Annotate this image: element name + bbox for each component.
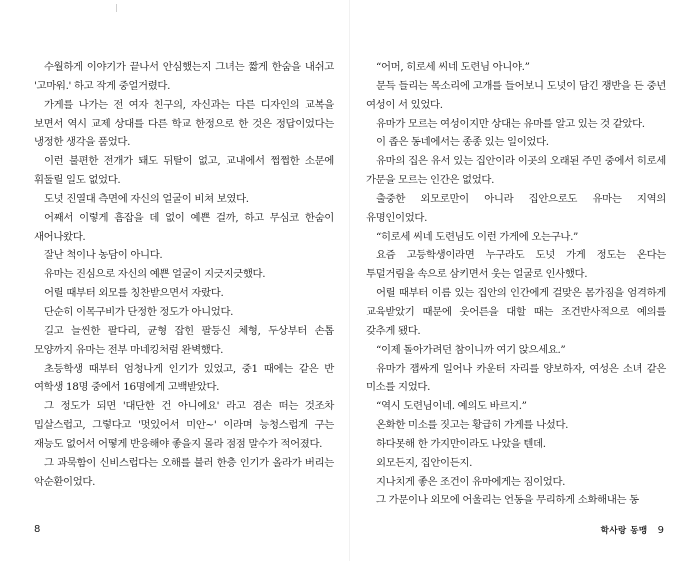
paragraph: 외모든지, 집안이든지. <box>376 456 473 469</box>
paragraph: 도넛 진열대 측면에 자신의 얼굴이 비쳐 보였다. <box>44 192 249 205</box>
paragraph: 문득 들리는 목소리에 고개를 들어보니 도넛이 담긴 쟁반을 든 중년 여성이 서 있었다. <box>366 79 666 111</box>
paragraph: 그 가문이나 외모에 어울리는 언동을 무리하게 소화해내는 동 <box>376 494 639 507</box>
page-footer-right <box>601 524 664 536</box>
paragraph: 유마는 진심으로 자신의 예쁜 얼굴이 지긋지긋했다. <box>44 268 266 281</box>
paragraph: 지나치게 좋은 조건이 유마에게는 짐이었다. <box>376 475 566 488</box>
paragraph: 이 좁은 동네에서는 종종 있는 일이었다. <box>376 136 549 149</box>
page-gutter <box>349 0 350 561</box>
paragraph: 길고 늘씬한 팔다리, 균형 잡힌 팔등신 체형, 두상부터 손톱 모양까지 유마는 전부 마네킹처럼 완벽했다. <box>34 324 334 356</box>
crop-mark <box>116 4 117 12</box>
paragraph: 유마가 잽싸게 일어나 카운터 자리를 양보하자, 여성은 소녀 같은 미소를 지었다. <box>366 362 666 394</box>
paragraph: 그 정도가 되면 '대단한 건 아니에요' 라고 겸손 떠는 것조차 밉살스럽고, 그렇다고 '멋있어서 미안~' 이라며 능청스럽게 구는 재능도 없어서 어떻게 반응해야 좋을지 몰라 점점 말수가 적어졌다. <box>34 400 334 450</box>
paragraph: 그 과묵함이 신비스럽다는 오해를 불러 한층 인기가 올라가 버리는 악순환이었다. <box>34 456 334 488</box>
paragraph: 유마의 집은 유서 있는 집안이라 이곳의 오래된 주민 중에서 히로세 가문을 모르는 인간은 없었다. <box>366 155 666 187</box>
paragraph: “히로세 씨네 도련님도 이런 가게에 오는구나.” <box>376 230 579 243</box>
paragraph: “어머, 히로세 씨네 도련님 아니야.” <box>376 61 530 73</box>
paragraph: 유마가 모르는 여성이지만 상대는 유마를 알고 있는 것 같았다. <box>376 117 645 130</box>
paragraph: 수월하게 이야기가 끝나서 안심했는지 그녀는 짧게 한숨을 내쉬고 '고마워.' 하고 작게 중얼거렸다. <box>34 61 334 92</box>
paragraph: 잘난 척이나 농담이 아니다. <box>44 249 163 262</box>
left-page <box>34 58 334 491</box>
page-number-left: 8 <box>34 524 41 535</box>
paragraph: 초등학생 때부터 엄청나게 인기가 있었고, 중1 때에는 같은 반 여학생 18명 중에서 16명에게 고백받았다. <box>34 362 334 394</box>
paragraph: 어릴 때부터 이름 있는 집안의 인간에게 걸맞은 몸가짐을 엄격하게 교육받았기 때문에 웃어른을 대할 때는 조건반사적으로 예의를 갖추게 됐다. <box>366 287 666 337</box>
running-title: 학사랑 동맹 <box>600 526 648 536</box>
paragraph: 출중한 외모로만이 아니라 집안으로도 유마는 지역의 유명인이었다. <box>366 192 666 224</box>
paragraph: 어릴 때부터 외모를 칭찬받으면서 자랐다. <box>44 287 224 300</box>
right-page <box>366 58 666 510</box>
page-number-right: 9 <box>657 525 664 536</box>
paragraph: 어째서 이렇게 흠잡을 데 없이 예쁜 걸까, 하고 무심코 한숨이 새어나왔다. <box>34 211 334 243</box>
paragraph: 이런 불편한 전개가 돼도 뒤탈이 없고, 교내에서 쩝쩝한 소문에 휘둘릴 일도 없었다. <box>34 155 334 187</box>
paragraph: “이제 돌아가려던 참이니까 여기 앉으세요.” <box>376 343 566 356</box>
paragraph: 요즘 고등학생이라면 누구라도 도넛 가게 정도는 온다는 투덜거림을 속으로 삼키면서 웃는 얼굴로 인사했다. <box>366 249 666 281</box>
paragraph: “역시 도련님이네. 예의도 바르지.” <box>376 400 527 413</box>
paragraph: 가게를 나가는 전 여자 친구의, 자신과는 다른 디자인의 교복을 보면서 역시 교제 상대를 다른 학교 한정으로 한 것은 정답이었다는 냉정한 생각을 품었다. <box>34 98 334 149</box>
paragraph: 단순히 이목구비가 단정한 정도가 아니었다. <box>44 305 234 318</box>
paragraph: 온화한 미소를 짓고는 황급히 가게를 나섰다. <box>376 419 569 432</box>
paragraph: 하다못해 한 가지만이라도 나았을 텐데. <box>376 437 546 450</box>
